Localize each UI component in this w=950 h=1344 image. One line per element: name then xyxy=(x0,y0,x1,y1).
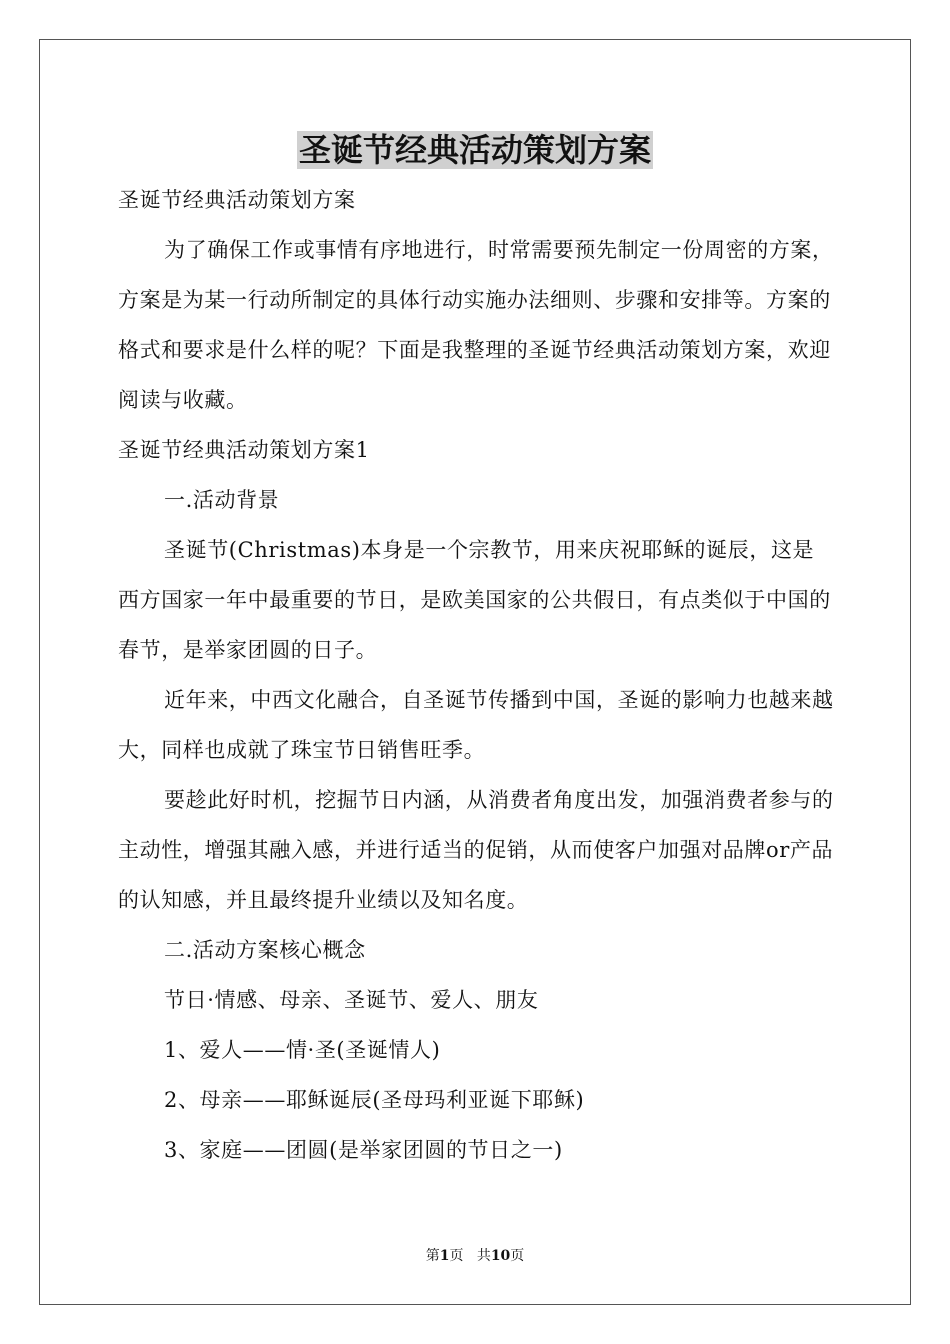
body-paragraph: 为了确保工作或事情有序地进行，时常需要预先制定一份周密的方案，方案是为某一行动所制定的具体行动实施办法细则、步骤和安排等。方案的格式和要求是什么样的呢？下面是我整理的圣诞节经典活动策划方案，欢迎阅读与收藏。 xyxy=(118,238,834,412)
body-paragraph: 要趁此好时机，挖掘节日内涵，从消费者角度出发，加强消费者参与的主动性，增强其融入感，并进行适当的促销，从而使客户加强对品牌or产品的认知感，并且最终提升业绩以及知名度。 xyxy=(118,788,834,912)
body-paragraph: 圣诞节经典活动策划方案1 xyxy=(118,438,370,462)
footer-page-number: 1 xyxy=(439,1248,450,1264)
body-paragraph: 圣诞节经典活动策划方案 xyxy=(118,188,356,212)
document-body xyxy=(118,175,834,1175)
footer-total-suffix: 页 xyxy=(510,1248,525,1264)
footer-total-pages: 10 xyxy=(490,1248,511,1264)
body-paragraph: 近年来，中西文化融合，自圣诞节传播到中国，圣诞的影响力也越来越大，同样也成就了珠宝节日销售旺季。 xyxy=(118,688,834,762)
footer-page-prefix: 第 xyxy=(425,1248,440,1264)
document-title xyxy=(0,128,950,172)
footer-page-suffix: 页 xyxy=(449,1248,464,1264)
body-paragraph: 节日·情感、母亲、圣诞节、爱人、朋友 xyxy=(164,988,539,1012)
body-paragraph: 3、家庭——团圆(是举家团圆的节日之一) xyxy=(164,1138,563,1162)
body-paragraph: 一.活动背景 xyxy=(164,488,280,512)
body-paragraph: 1、爱人——情·圣(圣诞情人) xyxy=(164,1038,441,1062)
document-title-text: 圣诞节经典活动策划方案 xyxy=(298,131,651,169)
body-paragraph: 二.活动方案核心概念 xyxy=(164,938,366,962)
body-paragraph: 圣诞节(Christmas)本身是一个宗教节，用来庆祝耶稣的诞辰，这是西方国家一年中最重要的节日，是欧美国家的公共假日，有点类似于中国的春节，是举家团圆的日子。 xyxy=(118,538,831,662)
page-footer xyxy=(0,1246,950,1266)
body-paragraph: 2、母亲——耶稣诞辰(圣母玛利亚诞下耶稣) xyxy=(164,1088,585,1112)
footer-total-prefix: 共 xyxy=(476,1248,491,1264)
